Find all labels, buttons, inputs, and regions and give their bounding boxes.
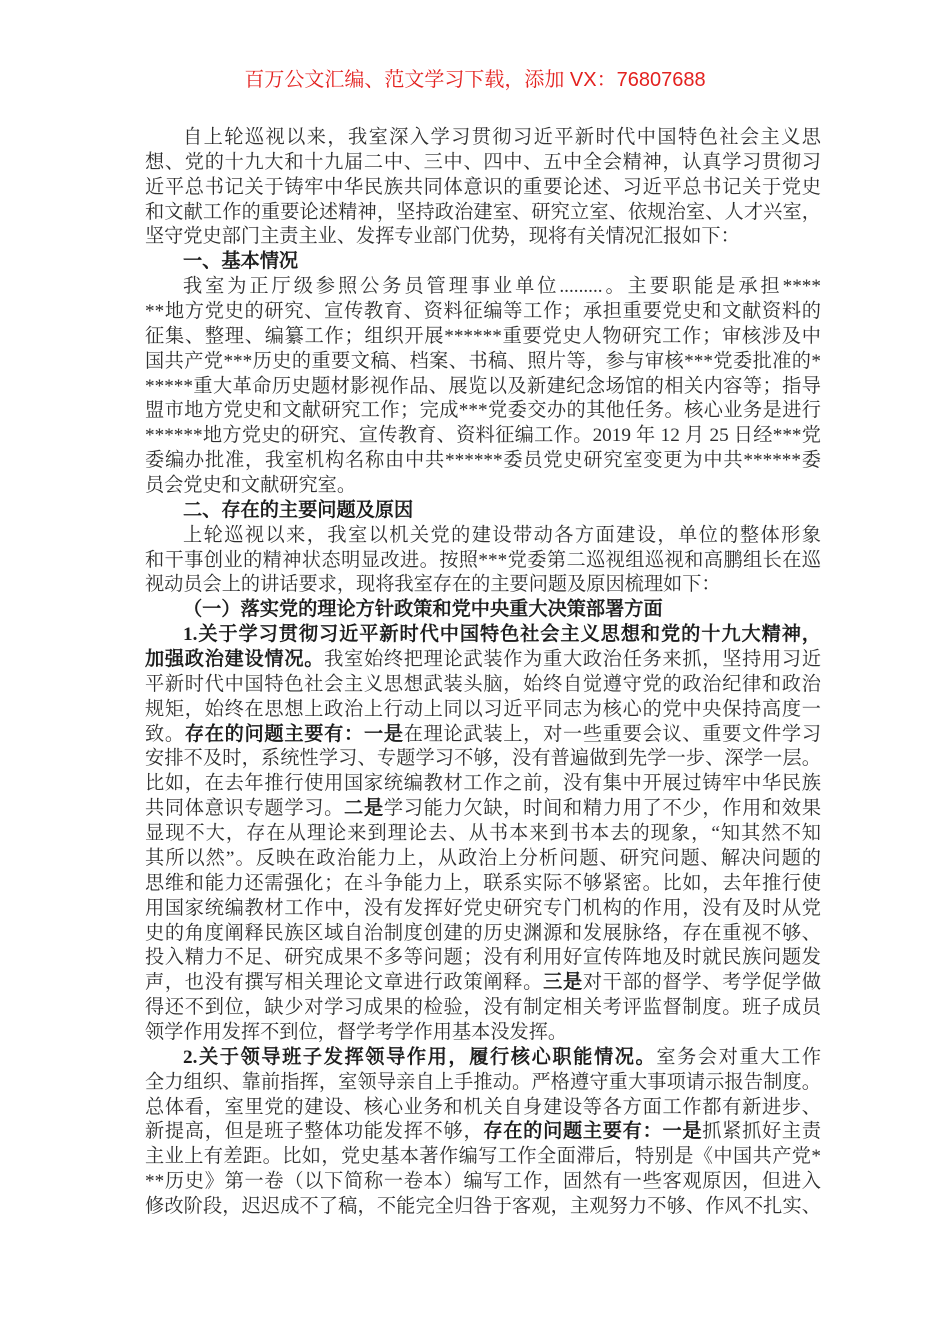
text-line: [145, 1071, 821, 1096]
text-segment: 员会党史和文献研究室。: [145, 475, 357, 497]
text-segment: 上轮巡视以来，我室以机关党的建设带动各方面建设，单位的整体形象: [183, 524, 821, 546]
text-line: [145, 201, 821, 226]
text-line: [145, 1170, 821, 1195]
text-line: [145, 573, 821, 598]
text-segment: 致。: [145, 723, 185, 745]
download-banner: 百万公文汇编、范文学习下载，添加 VX：76807688: [244, 69, 706, 91]
text-line: [145, 996, 821, 1021]
text-segment: 用国家统编教材工作中，没有发挥好党史研究专门机构的作用，没有及时从党: [145, 897, 821, 919]
text-segment: 得还不到位，缺少对学习成果的检验，没有制定相关考评监督制度。班子成员: [145, 997, 821, 1019]
text-line: [145, 648, 821, 673]
text-line: [145, 151, 821, 176]
text-segment: 我室为正厅级参照公务员管理事业单位.........。主要职能是承担****: [183, 276, 821, 298]
text-segment: 全力组织、靠前指挥，室领导亲自上手推动。严格遵守重大事项请示报告制度。: [145, 1071, 821, 1093]
text-segment: 征集、整理、编纂工作；组织开展******重要党史人物研究工作；审核涉及中: [145, 325, 821, 347]
text-line: [145, 325, 821, 350]
text-segment: 坚守党史部门主责主业、发挥专业部门优势，现将有关情况汇报如下：: [145, 226, 740, 248]
bold-text: 三是: [543, 972, 583, 994]
text-line: [145, 1195, 821, 1220]
text-segment: 室务会对重大工作: [656, 1046, 821, 1068]
section-heading: [145, 499, 821, 524]
text-line: [145, 922, 821, 947]
bold-text: （一）落实党的理论方针政策和党中央重大决策部署方面: [183, 599, 663, 621]
text-segment: 其所以然”。反映在政治能力上，从政治上分析问题、研究问题、解决问题的: [145, 847, 821, 869]
text-line: [145, 772, 821, 797]
text-line: [145, 474, 821, 499]
text-segment: 思维和能力还需强化；在斗争能力上，联系实际不够紧密。比如，去年推行使: [145, 872, 821, 894]
text-line: [145, 524, 821, 549]
text-segment: 总体看，室里党的建设、核心业务和机关自身建设等各方面工作都有新进步、: [145, 1096, 821, 1118]
text-line: [145, 424, 821, 449]
text-line: [145, 126, 821, 151]
text-segment: 领学作用发挥不到位，督学考学作用基本没发挥。: [145, 1021, 568, 1043]
text-segment: 学习能力欠缺，时间和精力用了不少，作用和效果: [383, 798, 821, 820]
text-line: [145, 847, 821, 872]
text-segment: *****重大革命历史题材影视作品、展览以及新建纪念场馆的相关内容等；指导: [145, 375, 821, 397]
text-segment: 安排不及时，系统性学习、专题学习不够，没有普遍做到先学一步、深学一层。: [145, 748, 821, 770]
text-segment: 对干部的督学、考学促学做: [582, 972, 821, 994]
text-line: [145, 1120, 821, 1145]
text-line: [145, 1145, 821, 1170]
text-segment: 近平总书记关于铸牢中华民族共同体意识的重要论述、习近平总书记关于党史: [145, 176, 821, 198]
text-segment: 声，也没有撰写相关理论文章进行政策阐释。: [145, 972, 544, 994]
text-segment: 我室始终把理论武装作为重大政治任务来抓，坚持用习近: [324, 649, 821, 671]
text-segment: 显现不大，存在从理论来到理论去、从书本来到书本去的现象，“知其然不知: [145, 823, 821, 845]
text-segment: 新提高，但是班子整体功能发挥不够，: [145, 1121, 484, 1143]
text-segment: 自上轮巡视以来，我室深入学习贯彻习近平新时代中国特色社会主义思: [183, 127, 821, 148]
bold-text: 二、存在的主要问题及原因: [183, 499, 414, 521]
text-segment: 比如，在去年推行使用国家统编教材工作之前，没有集中开展过铸牢中华民族: [145, 773, 821, 795]
text-line: [145, 176, 821, 201]
text-line: [145, 1021, 821, 1046]
document-body: [145, 126, 821, 1220]
text-segment: 盟市地方党史和文献研究工作；完成***党委交办的其他任务。核心业务是进行: [145, 400, 821, 422]
text-line: [145, 971, 821, 996]
text-line: [145, 723, 821, 748]
text-segment: ******地方党史的研究、宣传教育、资料征编工作。2019 年 12 月 25 日经***党: [145, 425, 821, 447]
text-segment: 主业上有差距。比如，党史基本著作编写工作全面滞后，特别是《中国共产党*: [145, 1146, 821, 1168]
text-segment: 修改阶段，迟迟成不了稿，不能完全归咎于客观，主观努力不够、作风不扎实、: [145, 1195, 821, 1217]
text-segment: 和文献工作的重要论述精神，坚持政治建室、研究立室、依规治室、人才兴室，: [145, 201, 821, 223]
text-line: [145, 797, 821, 822]
text-line: [145, 399, 821, 424]
bold-text: 二是: [344, 798, 384, 820]
text-line: [145, 225, 821, 250]
text-segment: **历史》第一卷（以下简称一卷本）编写工作，固然有一些客观原因，但进入: [145, 1171, 821, 1193]
text-line: [145, 623, 821, 648]
text-segment: 史的角度阐释民族区域自治制度创建的历史渊源和发展脉络，存在重视不够、: [145, 922, 821, 944]
text-line: [145, 946, 821, 971]
section-heading: [145, 598, 821, 623]
text-segment: 平新时代中国特色社会主义思想武装头脑，始终自觉遵守党的政治纪律和政治: [145, 673, 821, 695]
text-line: [145, 822, 821, 847]
text-line: [145, 1046, 821, 1071]
text-segment: 想、党的十九大和十九届二中、三中、四中、五中全会精神，认真学习贯彻习: [145, 151, 821, 173]
bold-text: 一、基本情况: [183, 251, 299, 273]
text-segment: 视动员会上的讲话要求，现将我室存在的主要问题及原因梳理如下：: [145, 574, 721, 596]
text-segment: 规矩，始终在思想上政治上行动上同以习近平同志为核心的党中央保持高度一: [145, 698, 821, 720]
text-line: [145, 549, 821, 574]
text-line: [145, 300, 821, 325]
text-line: [145, 275, 821, 300]
text-line: [145, 1096, 821, 1121]
text-segment: 委编办批准，我室机构名称由中共******委员党史研究室变更为中共******委: [145, 450, 821, 472]
text-line: [145, 375, 821, 400]
bold-text: 2.关于领导班子发挥领导作用，履行核心职能情况。: [183, 1046, 657, 1068]
text-line: [145, 897, 821, 922]
bold-text: 存在的问题主要有：一是: [483, 1121, 703, 1143]
text-segment: 抓紧抓好主责: [702, 1121, 821, 1143]
text-line: [145, 872, 821, 897]
text-line: [145, 449, 821, 474]
text-segment: 投入精力不足、研究成果不多等问题；没有利用好宣传阵地及时就民族问题发: [145, 947, 821, 969]
text-segment: 共同体意识专题学习。: [145, 798, 345, 820]
bold-text: 存在的问题主要有：一是: [184, 723, 404, 745]
text-segment: 和干事创业的精神状态明显改进。按照***党委第二巡视组巡视和高鹏组长在巡: [145, 549, 821, 571]
section-heading: [145, 250, 821, 275]
bold-text: 加强政治建设情况。: [145, 649, 325, 671]
text-line: [145, 747, 821, 772]
text-segment: **地方党史的研究、宣传教育、资料征编等工作；承担重要党史和文献资料的: [145, 301, 821, 323]
text-line: [145, 350, 821, 375]
text-line: [145, 673, 821, 698]
text-segment: 国共产党***历史的重要文稿、档案、书稿、照片等，参与审核***党委批准的*: [145, 350, 821, 372]
bold-text: 1.关于学习贯彻习近平新时代中国特色社会主义思想和党的十九大精神，: [183, 624, 821, 646]
text-segment: 在理论武装上，对一些重要会议、重要文件学习: [403, 723, 821, 745]
text-line: [145, 698, 821, 723]
